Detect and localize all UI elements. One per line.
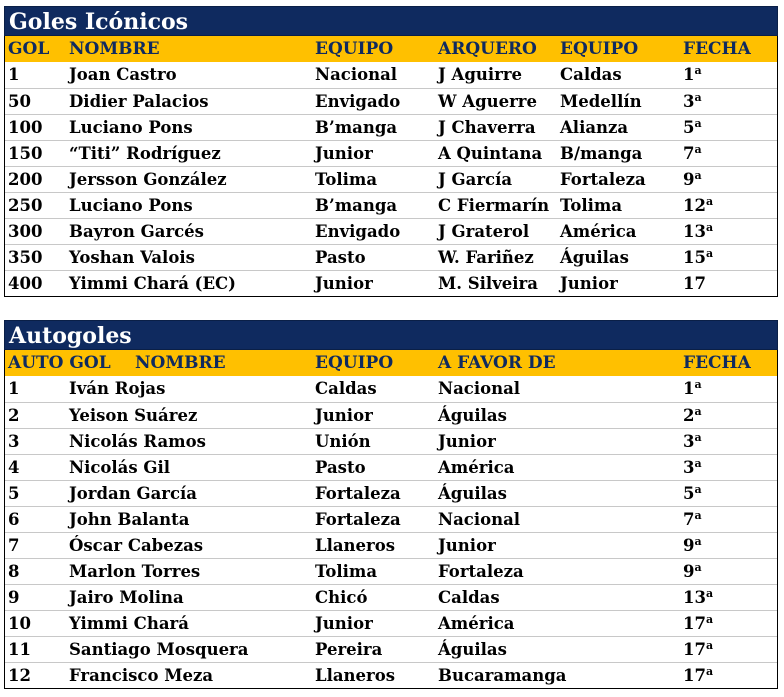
cell-fecha — [683, 193, 713, 218]
iconic-goals-title: Goles Icónicos — [4, 6, 778, 36]
table-row — [5, 402, 777, 428]
cell-equipo: Junior — [315, 614, 373, 633]
cell-equipo: Envigado — [315, 92, 401, 111]
fecha-number: 17 — [683, 666, 706, 685]
fecha-number: 3 — [683, 92, 695, 111]
cell-nombre: Marlon Torres — [69, 562, 201, 581]
cell-fecha — [683, 663, 713, 688]
cell-gol: 150 — [8, 144, 43, 163]
cell-equipo-arquero: Alianza — [560, 118, 629, 137]
cell-equipo: Pasto — [315, 458, 366, 477]
cell-fecha — [683, 455, 702, 480]
cell-nombre: Jairo Molina — [69, 588, 184, 607]
table-row — [5, 662, 777, 688]
fecha-ordinal: a — [694, 561, 702, 574]
cell-equipo: Nacional — [315, 65, 398, 84]
table-row — [5, 114, 777, 140]
cell-equipo: Pereira — [315, 640, 383, 659]
cell-equipo-arquero: Caldas — [560, 65, 622, 84]
fecha-number: 7 — [683, 510, 695, 529]
cell-equipo: Unión — [315, 432, 371, 451]
cell-a-favor-de: Águilas — [438, 484, 507, 503]
cell-gol: 100 — [8, 118, 43, 137]
header-a-favor-de: A FAVOR DE — [438, 353, 556, 373]
cell-a-favor-de: Águilas — [438, 640, 507, 659]
header-gol: GOL — [8, 39, 50, 59]
cell-fecha — [683, 429, 702, 454]
cell-equipo-arquero: Junior — [560, 274, 618, 293]
cell-nombre: Yoshan Valois — [69, 248, 195, 267]
fecha-number: 3 — [683, 432, 695, 451]
fecha-ordinal: a — [705, 247, 714, 260]
fecha-ordinal: a — [694, 509, 702, 522]
iconic-goals-table — [4, 6, 778, 297]
header-nombre: NOMBRE — [69, 39, 160, 59]
cell-fecha — [683, 559, 702, 584]
cell-gol: 400 — [8, 274, 43, 293]
cell-equipo: Junior — [315, 144, 373, 163]
cell-equipo: Pasto — [315, 248, 366, 267]
cell-equipo: Tolima — [315, 170, 378, 189]
cell-gol: 1 — [8, 65, 20, 84]
cell-gol: 250 — [8, 196, 43, 215]
cell-equipo-arquero: América — [560, 222, 637, 241]
cell-arquero: A Quintana — [438, 144, 543, 163]
fecha-ordinal: a — [705, 587, 714, 600]
cell-equipo: Llaneros — [315, 536, 396, 555]
cell-arquero: C Fiermarín — [438, 196, 550, 215]
table-row — [5, 218, 777, 244]
cell-gol: 200 — [8, 170, 43, 189]
cell-equipo: Caldas — [315, 379, 377, 398]
fecha-ordinal: a — [694, 431, 702, 444]
cell-equipo: B’manga — [315, 196, 398, 215]
fecha-ordinal: a — [705, 613, 714, 626]
cell-fecha — [683, 167, 702, 192]
cell-equipo-arquero: Medellín — [560, 92, 642, 111]
fecha-number: 5 — [683, 484, 695, 503]
cell-gol: 50 — [8, 92, 31, 111]
table-row — [5, 584, 777, 610]
cell-nombre: Didier Palacios — [69, 92, 209, 111]
cell-nombre: Luciano Pons — [69, 118, 193, 137]
cell-a-favor-de: Junior — [438, 432, 496, 451]
cell-equipo-arquero: Fortaleza — [560, 170, 646, 189]
iconic-goals-header — [4, 36, 778, 62]
cell-nombre: Yimmi Chará (EC) — [69, 274, 236, 293]
fecha-number: 7 — [683, 144, 695, 163]
table-row — [5, 140, 777, 166]
cell-arquero: W Aguerre — [438, 92, 537, 111]
fecha-ordinal: a — [694, 91, 702, 104]
cell-fecha — [683, 62, 702, 87]
fecha-number: 13 — [683, 588, 706, 607]
cell-auto-gol: 8 — [8, 562, 20, 581]
cell-auto-gol: 12 — [8, 666, 31, 685]
table-row — [5, 62, 777, 88]
cell-fecha — [683, 89, 702, 114]
header-equipo: EQUIPO — [315, 39, 394, 59]
cell-fecha — [683, 637, 713, 662]
cell-nombre: Jordan García — [69, 484, 197, 503]
fecha-ordinal: a — [705, 639, 714, 652]
cell-gol: 350 — [8, 248, 43, 267]
own-goals-header — [4, 350, 778, 376]
cell-equipo: Envigado — [315, 222, 401, 241]
table-row — [5, 558, 777, 584]
cell-fecha — [683, 611, 713, 636]
fecha-number: 17 — [683, 640, 706, 659]
cell-fecha — [683, 141, 702, 166]
fecha-ordinal: a — [694, 143, 702, 156]
fecha-number: 12 — [683, 196, 706, 215]
fecha-number: 9 — [683, 536, 695, 555]
fecha-ordinal: a — [694, 169, 702, 182]
cell-equipo: Fortaleza — [315, 510, 401, 529]
cell-a-favor-de: Nacional — [438, 379, 521, 398]
cell-auto-gol: 5 — [8, 484, 20, 503]
cell-nombre: John Balanta — [69, 510, 190, 529]
cell-a-favor-de: Nacional — [438, 510, 521, 529]
cell-arquero: J Chaverra — [438, 118, 536, 137]
header-nombre: NOMBRE — [135, 353, 226, 373]
cell-a-favor-de: América — [438, 614, 515, 633]
cell-a-favor-de: Fortaleza — [438, 562, 524, 581]
cell-auto-gol: 11 — [8, 640, 31, 659]
table-row — [5, 376, 777, 402]
cell-fecha — [683, 481, 702, 506]
cell-nombre: “Titi” Rodríguez — [69, 144, 221, 163]
cell-nombre: Yeison Suárez — [69, 406, 198, 425]
cell-equipo: Chicó — [315, 588, 368, 607]
header-arquero: ARQUERO — [438, 39, 537, 59]
cell-equipo: Llaneros — [315, 666, 396, 685]
header-equipo: EQUIPO — [315, 353, 394, 373]
table-row — [5, 428, 777, 454]
fecha-ordinal: a — [705, 665, 714, 678]
cell-nombre: Joan Castro — [69, 65, 177, 84]
cell-arquero: J Graterol — [438, 222, 530, 241]
fecha-ordinal: a — [694, 483, 702, 496]
cell-nombre: Yimmi Chará — [69, 614, 189, 633]
fecha-number: 17 — [683, 614, 706, 633]
cell-nombre: Luciano Pons — [69, 196, 193, 215]
cell-equipo: Fortaleza — [315, 484, 401, 503]
cell-auto-gol: 4 — [8, 458, 20, 477]
cell-nombre: Santiago Mosquera — [69, 640, 249, 659]
table-row — [5, 636, 777, 662]
fecha-ordinal: a — [705, 195, 714, 208]
fecha-number: 2 — [683, 406, 695, 425]
fecha-number: 3 — [683, 458, 695, 477]
fecha-ordinal: a — [694, 457, 702, 470]
iconic-goals-rows — [4, 62, 778, 297]
cell-fecha — [683, 533, 702, 558]
header-equipo-arquero: EQUIPO — [560, 39, 639, 59]
table-row — [5, 192, 777, 218]
fecha-number: 9 — [683, 562, 695, 581]
cell-a-favor-de: Águilas — [438, 406, 507, 425]
own-goals-table — [4, 320, 778, 689]
cell-auto-gol: 3 — [8, 432, 20, 451]
cell-equipo: Tolima — [315, 562, 378, 581]
cell-fecha — [683, 271, 706, 296]
header-auto-gol: AUTO GOL — [8, 353, 111, 373]
own-goals-title: Autogoles — [4, 320, 778, 350]
table-row — [5, 244, 777, 270]
cell-equipo: B’manga — [315, 118, 398, 137]
cell-auto-gol: 7 — [8, 536, 20, 555]
cell-arquero: J Aguirre — [438, 65, 523, 84]
table-row — [5, 532, 777, 558]
cell-auto-gol: 10 — [8, 614, 31, 633]
table-row — [5, 454, 777, 480]
cell-gol: 300 — [8, 222, 43, 241]
cell-a-favor-de: Bucaramanga — [438, 666, 567, 685]
cell-nombre: Nicolás Ramos — [69, 432, 206, 451]
table-row — [5, 480, 777, 506]
fecha-number: 13 — [683, 222, 706, 241]
fecha-ordinal: a — [705, 221, 714, 234]
fecha-ordinal: a — [694, 405, 702, 418]
cell-equipo-arquero: B/manga — [560, 144, 643, 163]
cell-a-favor-de: Caldas — [438, 588, 500, 607]
cell-auto-gol: 2 — [8, 406, 20, 425]
cell-auto-gol: 6 — [8, 510, 20, 529]
header-fecha: FECHA — [683, 353, 751, 373]
table-row — [5, 270, 777, 296]
fecha-number: 9 — [683, 170, 695, 189]
header-fecha: FECHA — [683, 39, 751, 59]
cell-fecha — [683, 585, 713, 610]
cell-a-favor-de: América — [438, 458, 515, 477]
cell-fecha — [683, 115, 702, 140]
fecha-number: 1 — [683, 379, 695, 398]
cell-auto-gol: 1 — [8, 379, 20, 398]
table-row — [5, 166, 777, 192]
fecha-number: 5 — [683, 118, 695, 137]
fecha-ordinal: a — [694, 535, 702, 548]
cell-nombre: Francisco Meza — [69, 666, 214, 685]
cell-nombre: Óscar Cabezas — [69, 536, 204, 555]
cell-equipo-arquero: Tolima — [560, 196, 623, 215]
cell-fecha — [683, 245, 713, 270]
fecha-number: 15 — [683, 248, 706, 267]
cell-arquero: W. Fariñez — [438, 248, 534, 267]
fecha-number: 17 — [683, 274, 706, 293]
table-row — [5, 88, 777, 114]
cell-fecha — [683, 507, 702, 532]
fecha-ordinal: a — [694, 117, 702, 130]
cell-arquero: M. Silveira — [438, 274, 538, 293]
cell-nombre: Nicolás Gil — [69, 458, 171, 477]
cell-equipo: Junior — [315, 274, 373, 293]
cell-nombre: Iván Rojas — [69, 379, 166, 398]
fecha-ordinal: a — [694, 64, 702, 77]
cell-fecha — [683, 376, 702, 401]
cell-fecha — [683, 219, 713, 244]
cell-fecha — [683, 403, 702, 428]
cell-nombre: Jersson González — [69, 170, 227, 189]
cell-arquero: J García — [438, 170, 513, 189]
own-goals-rows — [4, 376, 778, 689]
cell-equipo-arquero: Águilas — [560, 248, 629, 267]
fecha-number: 1 — [683, 65, 695, 84]
cell-auto-gol: 9 — [8, 588, 20, 607]
cell-equipo: Junior — [315, 406, 373, 425]
table-row — [5, 610, 777, 636]
cell-nombre: Bayron Garcés — [69, 222, 204, 241]
fecha-ordinal: a — [694, 378, 702, 391]
cell-a-favor-de: Junior — [438, 536, 496, 555]
table-row — [5, 506, 777, 532]
